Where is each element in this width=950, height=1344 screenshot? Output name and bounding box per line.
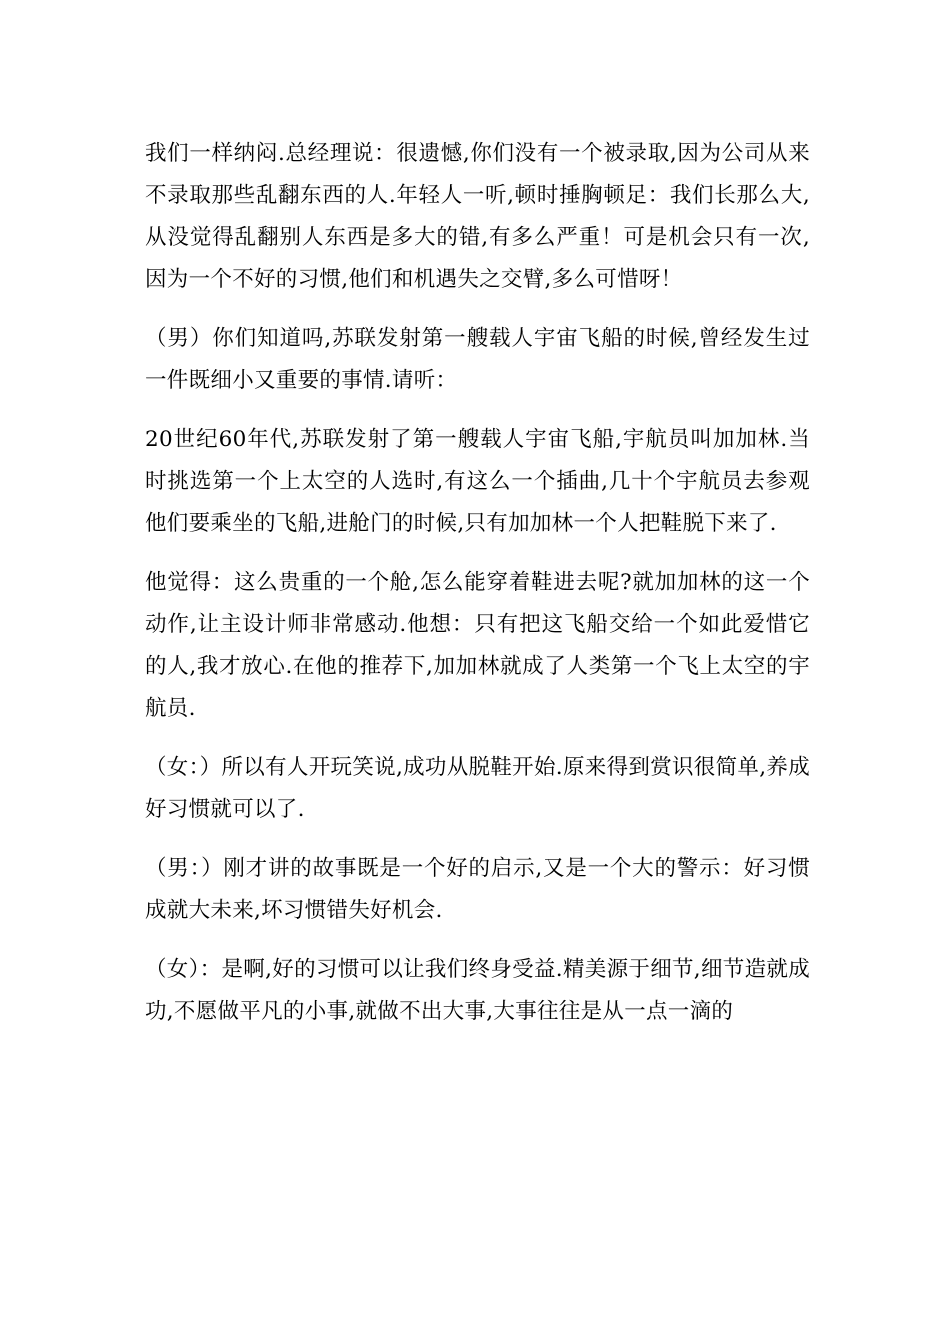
paragraph-7: （女）：是啊,好的习惯可以让我们终身受益.精美源于细节,细节造就成功,不愿做平凡的小事,就做不出大事,大事往往是从一点一滴的	[145, 957, 810, 1024]
paragraph-2: （男）你们知道吗,苏联发射第一艘载人宇宙飞船的时候,曾经发生过一件既细小又重要的事情.请听：	[145, 326, 810, 393]
paragraph-4: 他觉得：这么贵重的一个舱,怎么能穿着鞋进去呢?就加加林的这一个动作,让主设计师非常感动.他想：只有把这飞船交给一个如此爱惜它的人,我才放心.在他的推荐下,加加林就成了人类第一个飞上太空的宇航员.	[145, 570, 810, 721]
paragraph-3: 20世纪60年代,苏联发射了第一艘载人宇宙飞船,宇航员叫加加林.当时挑选第一个上太空的人选时,有这么一个插曲,几十个宇航员去参观他们要乘坐的飞船,进舱门的时候,只有加加林一个人把鞋脱下来了.	[145, 427, 810, 536]
paragraph-1: 我们一样纳闷.总经理说：很遗憾,你们没有一个被录取,因为公司从来不录取那些乱翻东西的人.年轻人一听,顿时捶胸顿足：我们长那么大,从没觉得乱翻别人东西是多大的错,有多么严重！可是机会只有一次,因为一个不好的习惯,他们和机遇失之交臂,多么可惜呀！	[145, 141, 810, 292]
paragraph-6: （男：）刚才讲的故事既是一个好的启示,又是一个大的警示：好习惯成就大未来,坏习惯错失好机会.	[145, 856, 810, 923]
document-body	[145, 133, 810, 1050]
paragraph-5: （女：）所以有人开玩笑说,成功从脱鞋开始.原来得到赏识很简单,养成好习惯就可以了.	[145, 755, 810, 822]
